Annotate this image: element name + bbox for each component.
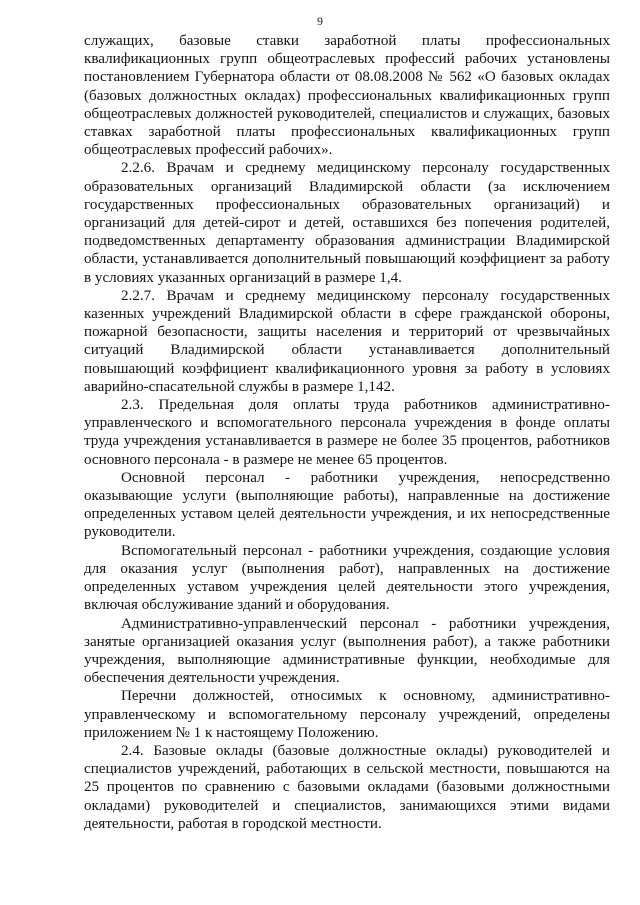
paragraph-2-2-6: 2.2.6. Врачам и среднему медицинскому персоналу государственных образовательных организаций Владимирской области (за исключением государственных профессиональных образовательных организаций) и организаций для детей-сирот и детей, оставшихся без попечения родителей, подведомственных департаменту образования администрации Владимирской области, устанавливается дополнительный повышающий коэффициент за работу в условиях указанных организаций в размере 1,4. (84, 160, 610, 286)
paragraph-continuation: служащих, базовые ставки заработной платы профессиональных квалификационных групп общеотраслевых профессий рабочих установлены постановлением Губернатора области от 08.08.2008 № 562 «О базовых окладах (базовых должностных окладах) профессиональных квалификационных групп общеотраслевых должностей руководителей, специалистов и служащих, базовых ставках заработной платы профессиональных квалификационных групп общеотраслевых профессий рабочих». (84, 33, 610, 159)
document-body (84, 32, 610, 833)
paragraph-main-staff: Основной персонал - работники учреждения, непосредственно оказывающие услуги (выполняющие работы), направленные на достижение определенных уставом целей деятельности учреждения, и их непосредственные руководители. (84, 469, 610, 541)
page-number: 9 (317, 14, 323, 28)
paragraph-2-4: 2.4. Базовые оклады (базовые должностные оклады) руководителей и специалистов учреждений, работающих в сельской местности, повышаются на 25 процентов по сравнению с базовыми окладами (базовыми должностными окладами) руководителей и специалистов, занимающихся этими видами деятельности, работая в городской местности. (84, 742, 610, 832)
paragraph-admin-staff: Административно-управленческий персонал - работники учреждения, занятые организацией оказания услуг (выполнения работ), а также работники учреждения, выполняющие административные функции, необходимые для обеспечения деятельности учреждения. (84, 615, 610, 687)
paragraph-position-lists: Перечни должностей, относимых к основному, административно-управленческому и вспомогательному персоналу учреждений, определены приложением № 1 к настоящему Положению. (84, 688, 610, 741)
paragraph-2-2-7: 2.2.7. Врачам и среднему медицинскому персоналу государственных казенных учреждений Владимирской области в сфере гражданской обороны, пожарной безопасности, защиты населения и территорий от чрезвычайных ситуаций Владимирской области устанавливается дополнительный повышающий коэффициент квалификационного уровня за работу в условиях аварийно-спасательной службы в размере 1,142. (84, 287, 610, 395)
paragraph-2-3: 2.3. Предельная доля оплаты труда работников административно-управленческого и вспомогательного персонала учреждения в фонде оплаты труда учреждения устанавливается в размере не более 35 процентов, работников основного персонала - в размере не менее 65 процентов. (84, 397, 610, 468)
paragraph-support-staff: Вспомогательный персонал - работники учреждения, создающие условия для оказания услуг (выполнения работ), направленных на достижение определенных уставом учреждения целей деятельности этого учреждения, включая обслуживание зданий и оборудования. (84, 542, 610, 614)
